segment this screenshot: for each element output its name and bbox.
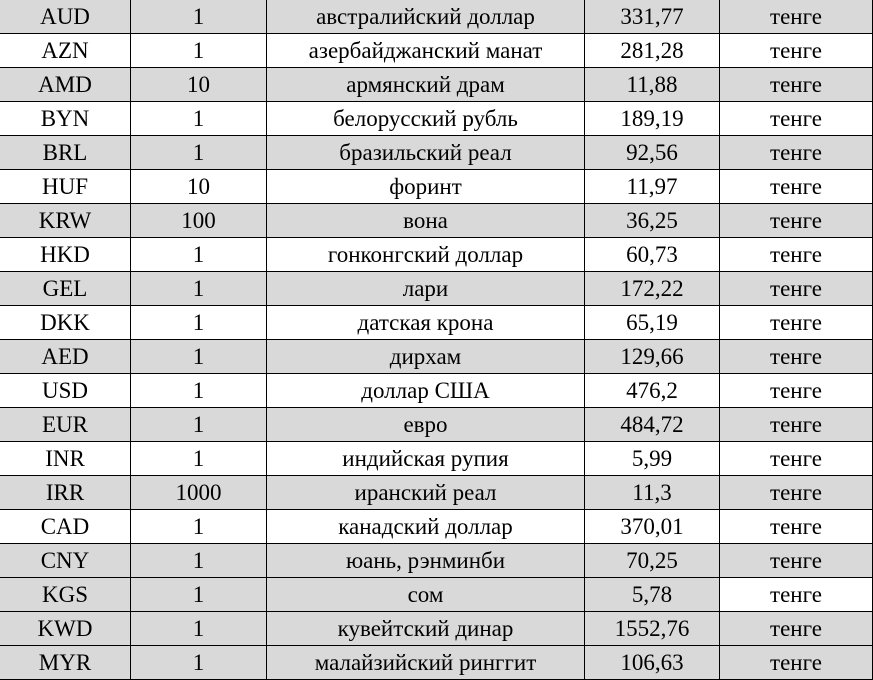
table-row [0,340,873,374]
rate-unit: тенге [720,306,873,340]
table-row [0,374,873,408]
currency-name: белорусский рубль [267,102,585,136]
table-row [0,476,873,510]
currency-code: HKD [0,238,131,272]
currency-nominal: 1 [131,646,267,680]
currency-code: AED [0,340,131,374]
table-row [0,442,873,476]
table-row [0,136,873,170]
currency-name: евро [267,408,585,442]
currency-name: иранский реал [267,476,585,510]
rate-unit: тенге [720,68,873,102]
currency-code: BYN [0,102,131,136]
exchange-rate: 476,2 [585,374,720,408]
currency-code: GEL [0,272,131,306]
currency-code: AZN [0,34,131,68]
table-row [0,0,873,34]
exchange-rate: 11,88 [585,68,720,102]
exchange-rate: 1552,76 [585,612,720,646]
rate-unit: тенге [720,238,873,272]
currency-nominal: 10 [131,68,267,102]
exchange-rate: 92,56 [585,136,720,170]
currency-code: KGS [0,578,131,612]
table-row [0,34,873,68]
currency-name: кувейтский динар [267,612,585,646]
exchange-rate: 106,63 [585,646,720,680]
currency-code: AUD [0,0,131,34]
rate-unit: тенге [720,510,873,544]
exchange-rate: 70,25 [585,544,720,578]
currency-code: MYR [0,646,131,680]
currency-code: KWD [0,612,131,646]
table-row [0,68,873,102]
exchange-rate: 331,77 [585,0,720,34]
rate-unit: тенге [720,272,873,306]
currency-nominal: 1 [131,340,267,374]
currency-nominal: 1000 [131,476,267,510]
exchange-rate: 5,99 [585,442,720,476]
table-row [0,510,873,544]
currency-code: EUR [0,408,131,442]
currency-nominal: 1 [131,374,267,408]
currency-nominal: 1 [131,238,267,272]
currency-name: сом [267,578,585,612]
currency-name: дирхам [267,340,585,374]
rate-unit: тенге [720,340,873,374]
currency-name: вона [267,204,585,238]
table-row [0,170,873,204]
table-row [0,408,873,442]
rate-unit: тенге [720,102,873,136]
rate-unit: тенге [720,374,873,408]
currency-name: доллар США [267,374,585,408]
currency-nominal: 1 [131,0,267,34]
table-row [0,578,873,612]
currency-code: BRL [0,136,131,170]
exchange-rate: 281,28 [585,34,720,68]
currency-code: HUF [0,170,131,204]
exchange-rate: 60,73 [585,238,720,272]
currency-code: KRW [0,204,131,238]
rate-unit: тенге [720,408,873,442]
currency-name: бразильский реал [267,136,585,170]
table-row [0,612,873,646]
currency-name: азербайджанский манат [267,34,585,68]
currency-nominal: 1 [131,612,267,646]
currency-name: гонконгский доллар [267,238,585,272]
exchange-rate: 189,19 [585,102,720,136]
rate-unit: тенге [720,476,873,510]
exchange-rate: 484,72 [585,408,720,442]
rate-unit: тенге [720,204,873,238]
currency-code: IRR [0,476,131,510]
rate-unit: тенге [720,578,873,612]
currency-nominal: 1 [131,102,267,136]
exchange-rate: 370,01 [585,510,720,544]
currency-nominal: 1 [131,442,267,476]
rate-unit: тенге [720,136,873,170]
currency-code: CAD [0,510,131,544]
exchange-rate: 5,78 [585,578,720,612]
currency-nominal: 10 [131,170,267,204]
currency-nominal: 100 [131,204,267,238]
currency-name: канадский доллар [267,510,585,544]
currency-name: юань, рэнминби [267,544,585,578]
rate-unit: тенге [720,544,873,578]
rate-unit: тенге [720,646,873,680]
table-row [0,272,873,306]
exchange-rate: 36,25 [585,204,720,238]
rate-unit: тенге [720,612,873,646]
currency-nominal: 1 [131,510,267,544]
currency-name: датская крона [267,306,585,340]
currency-code: DKK [0,306,131,340]
rate-unit: тенге [720,170,873,204]
currency-code: CNY [0,544,131,578]
currency-code: INR [0,442,131,476]
rate-unit: тенге [720,34,873,68]
exchange-rate: 11,3 [585,476,720,510]
table-row [0,306,873,340]
table-row [0,646,873,680]
currency-name: форинт [267,170,585,204]
table-row [0,544,873,578]
rate-unit: тенге [720,442,873,476]
currency-nominal: 1 [131,34,267,68]
currency-code: AMD [0,68,131,102]
exchange-rate: 11,97 [585,170,720,204]
exchange-rate: 129,66 [585,340,720,374]
currency-name: лари [267,272,585,306]
exchange-rate: 172,22 [585,272,720,306]
rate-unit: тенге [720,0,873,34]
table-row [0,204,873,238]
currency-nominal: 1 [131,272,267,306]
currency-name: малайзийский ринггит [267,646,585,680]
currency-name: австралийский доллар [267,0,585,34]
currency-nominal: 1 [131,578,267,612]
currency-name: армянский драм [267,68,585,102]
table-row [0,238,873,272]
currency-name: индийская рупия [267,442,585,476]
currency-code: USD [0,374,131,408]
currency-nominal: 1 [131,136,267,170]
table-row [0,102,873,136]
currency-nominal: 1 [131,306,267,340]
currency-nominal: 1 [131,408,267,442]
currency-nominal: 1 [131,544,267,578]
exchange-rate: 65,19 [585,306,720,340]
